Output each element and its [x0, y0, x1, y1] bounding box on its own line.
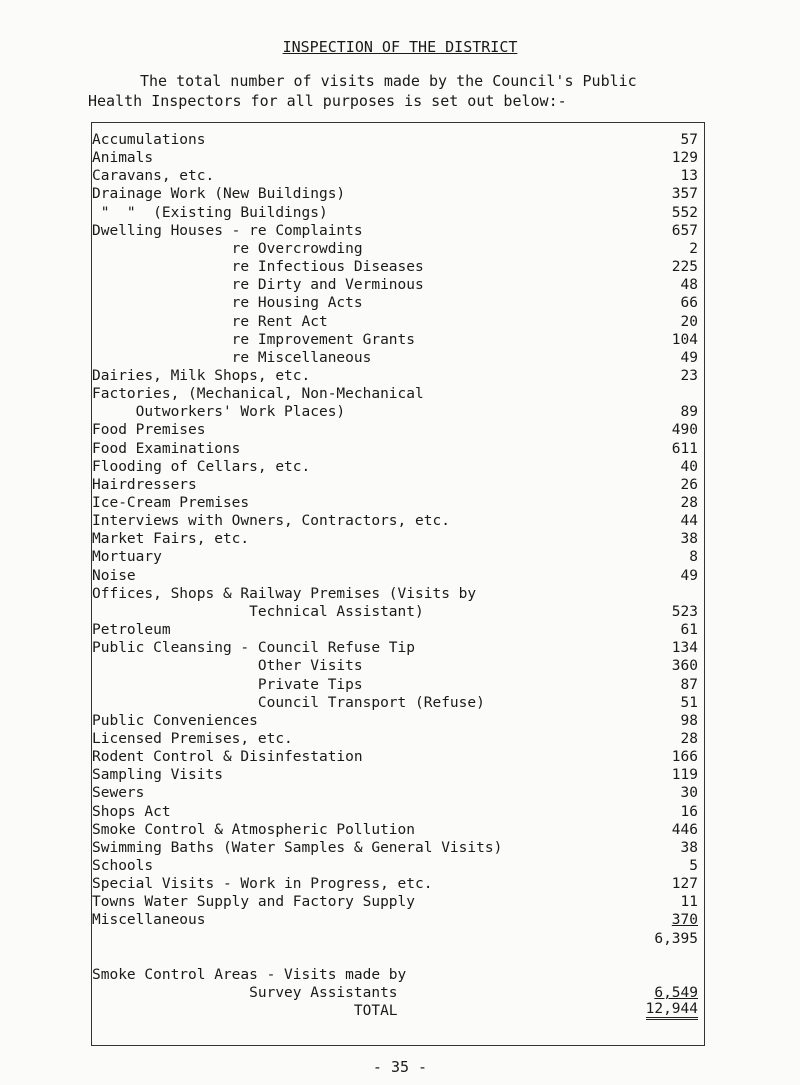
row-label: Public Cleansing - Council Refuse Tip: [92, 640, 416, 657]
row-label: Offices, Shops & Railway Premises (Visits by: [92, 585, 477, 602]
table-row: [92, 567, 704, 585]
row-value: 66: [680, 295, 698, 312]
row-value: 57: [680, 132, 698, 148]
row-label: Other Visits: [92, 658, 363, 675]
table-row: [92, 548, 704, 566]
page-number: - 35 -: [372, 1058, 428, 1076]
row-value: 12,944: [646, 1002, 698, 1020]
row-label: Accumulations: [92, 132, 206, 148]
table-row: [92, 766, 704, 784]
row-value: 611: [671, 440, 698, 457]
table-row: [92, 694, 704, 712]
row-value: 23: [680, 367, 698, 384]
row-value: 357: [671, 186, 698, 203]
row-label: Food Examinations: [92, 440, 241, 457]
table-row: [92, 167, 704, 185]
row-value: 87: [680, 676, 698, 693]
row-label: Interviews with Owners, Contractors, etc.: [92, 513, 450, 530]
row-label: TOTAL: [92, 1003, 398, 1020]
table-row: [92, 966, 704, 984]
table-row: [92, 930, 704, 948]
row-value: 11: [680, 894, 698, 911]
table-row: [92, 621, 704, 639]
row-label: Technical Assistant): [92, 603, 424, 620]
row-label: Dwelling Houses - re Complaints: [92, 222, 363, 239]
row-label: Sampling Visits: [92, 767, 223, 784]
table-row: [92, 676, 704, 694]
table-row: [92, 240, 704, 258]
row-value: 26: [680, 476, 698, 493]
row-label: Council Transport (Refuse): [92, 694, 485, 711]
table-row: [92, 204, 704, 222]
row-value: 490: [671, 422, 698, 439]
intro-paragraph: [88, 71, 728, 111]
intro-line-2: Health Inspectors for all purposes is set out below:-: [88, 92, 567, 110]
row-value: 30: [680, 785, 698, 802]
row-label: re Infectious Diseases: [92, 259, 424, 276]
table-row: [92, 748, 704, 766]
table-row: [92, 657, 704, 675]
row-label: Flooding of Cellars, etc.: [92, 458, 311, 475]
row-label: Miscellaneous: [92, 912, 206, 929]
row-label: Factories, (Mechanical, Non-Mechanical: [92, 386, 424, 403]
row-label: Mortuary: [92, 549, 162, 566]
table-row: [92, 421, 704, 439]
table-row: [92, 875, 704, 893]
row-value: 44: [680, 513, 698, 530]
row-label: Market Fairs, etc.: [92, 531, 250, 548]
row-value: 360: [671, 658, 698, 675]
row-value: 166: [671, 749, 698, 766]
row-value: 51: [680, 694, 698, 711]
table-row: [92, 839, 704, 857]
row-value: 28: [680, 495, 698, 511]
row-value: 127: [671, 876, 698, 893]
row-value: 119: [671, 767, 698, 784]
table-row: [92, 131, 704, 149]
row-value: 49: [680, 567, 698, 584]
row-label: Sewers: [92, 785, 145, 802]
intro-line-1: The total number of visits made by the Council's Public: [140, 72, 637, 90]
row-value: 61: [680, 622, 698, 639]
row-label: Survey Assistants: [92, 985, 398, 1002]
table-row: [92, 185, 704, 203]
page-heading: INSPECTION OF THE DISTRICT: [282, 38, 518, 56]
row-value: 38: [680, 839, 698, 856]
row-label: Caravans, etc.: [92, 168, 215, 185]
table-row: [92, 222, 704, 240]
row-value: 49: [680, 349, 698, 366]
row-value: 2: [689, 240, 698, 257]
row-label: Outworkers' Work Places): [92, 404, 346, 421]
row-label: Special Visits - Work in Progress, etc.: [92, 876, 433, 893]
row-label: re Miscellaneous: [92, 349, 372, 366]
row-label: Private Tips: [92, 676, 363, 693]
row-value: 552: [671, 204, 698, 221]
table-row: [92, 349, 704, 367]
table-row: [92, 149, 704, 167]
row-value: 48: [680, 277, 698, 294]
row-label: re Overcrowding: [92, 240, 363, 257]
row-label: Dairies, Milk Shops, etc.: [92, 367, 311, 384]
row-value: 446: [671, 821, 698, 838]
table-row: [92, 440, 704, 458]
row-label: Drainage Work (New Buildings): [92, 186, 346, 203]
row-value: 20: [680, 313, 698, 330]
table-row: [92, 784, 704, 802]
row-label: Petroleum: [92, 622, 171, 639]
row-label: Hairdressers: [92, 476, 197, 493]
table-row: [92, 585, 704, 603]
row-label: Food Premises: [92, 422, 206, 439]
row-label: Towns Water Supply and Factory Supply: [92, 894, 416, 911]
row-label: Ice-Cream Premises: [92, 495, 250, 511]
table-row: [92, 385, 704, 403]
row-label: " " (Existing Buildings): [92, 204, 328, 221]
table-row: [92, 857, 704, 875]
row-label: Schools: [92, 858, 154, 874]
table-row: [92, 603, 704, 621]
row-value: 657: [671, 222, 698, 239]
row-label: Smoke Control Areas - Visits made by: [92, 966, 407, 983]
table-row: [92, 639, 704, 657]
row-value: 6,549: [654, 985, 698, 1002]
visits-table: [91, 122, 705, 1046]
row-value: 104: [671, 331, 698, 348]
row-label: Rodent Control & Disinfestation: [92, 749, 363, 766]
table-row: [92, 821, 704, 839]
table-row: [92, 893, 704, 911]
row-value: 523: [671, 603, 698, 620]
table-row: [92, 476, 704, 494]
row-label: Noise: [92, 567, 136, 584]
row-label: Shops Act: [92, 803, 171, 820]
table-row: [92, 948, 704, 966]
row-label: Public Conveniences: [92, 712, 258, 729]
table-row: [92, 331, 704, 349]
table-row: [92, 984, 704, 1002]
row-value: 225: [671, 259, 698, 276]
row-value: 13: [680, 168, 698, 185]
row-label: Swimming Baths (Water Samples & General Visits): [92, 839, 503, 856]
table-row: [92, 512, 704, 530]
row-value: 38: [680, 531, 698, 548]
table-row: [92, 712, 704, 730]
row-value: 28: [680, 730, 698, 747]
table-row: [92, 294, 704, 312]
table-row: [92, 530, 704, 548]
row-value: 16: [680, 803, 698, 820]
row-label: re Dirty and Verminous: [92, 277, 424, 294]
table-row: [92, 313, 704, 331]
row-label: Smoke Control & Atmospheric Pollution: [92, 821, 416, 838]
row-label: Animals: [92, 150, 154, 167]
row-label: Licensed Premises, etc.: [92, 730, 293, 747]
row-value: 6,395: [654, 930, 698, 947]
table-row: [92, 494, 704, 512]
row-value: 98: [680, 712, 698, 729]
row-label: re Improvement Grants: [92, 331, 416, 348]
row-value: 134: [671, 640, 698, 657]
table-row: [92, 458, 704, 476]
table-row: [92, 258, 704, 276]
row-value: 129: [671, 150, 698, 167]
table-row: [92, 803, 704, 821]
row-value: 8: [689, 549, 698, 566]
table-row: [92, 1002, 704, 1020]
row-value: 89: [680, 404, 698, 421]
table-row: [92, 403, 704, 421]
row-value: 370: [671, 912, 698, 929]
table-row: [92, 911, 704, 929]
table-row: [92, 730, 704, 748]
table-row: [92, 367, 704, 385]
table-row: [92, 276, 704, 294]
row-value: 5: [689, 858, 698, 874]
row-label: re Housing Acts: [92, 295, 363, 312]
row-value: 40: [680, 458, 698, 475]
row-label: re Rent Act: [92, 313, 328, 330]
